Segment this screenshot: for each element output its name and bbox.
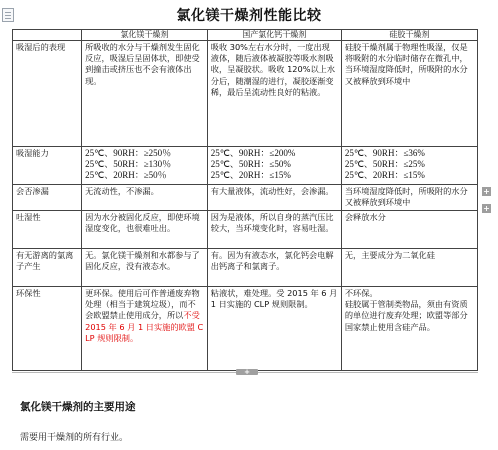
table-cell: 吸收 30%左右水分时，一度出现液体，随后液体被凝胶等吸水剂吸收，呈凝胶状。吸收 120%以上水分后，随潮湿的进行，凝胶逐渐变稀，最后呈流动性良好的粘液。: [207, 41, 341, 147]
table-header-magnesium-chloride: 氯化镁干燥剂: [82, 30, 208, 41]
page-title: 氯化镁干燥剂性能比较: [176, 8, 322, 24]
table-cell: 因为水分被固化反应，即使环境湿度变化，也很难吐出。: [82, 211, 208, 249]
table-cell: 有大量液体，流动性好，会渗漏。: [207, 185, 341, 211]
section-heading: 氯化镁干燥剂的主要用途: [20, 401, 136, 413]
table-insert-handle[interactable]: +: [236, 369, 258, 375]
table-cell: 无。氯化镁干燥剂和水都参与了固化反应，没有液态水。: [82, 249, 208, 287]
table-row: [13, 287, 478, 371]
table-resize-handle-bottom[interactable]: +: [483, 204, 490, 213]
table-cell: 有。因为有液态水，氯化钙会电解出钙离子和氯离子。: [207, 249, 341, 287]
comparison-table: [12, 29, 478, 371]
body-text: 需要用干燥剂的所有行业。: [20, 433, 129, 443]
table-cell: 所吸收的水分与干燥剂发生固化反应，吸湿后呈固体状，即使受到撞击或挤压也不会有液体出现。: [82, 41, 208, 147]
table-cell: 因为是液体，所以自身的蒸汽压比较大，当环境变化时，容易吐湿。: [207, 211, 341, 249]
row-label: 有无游离的氯离子产生: [13, 249, 82, 287]
table-row: [13, 211, 478, 249]
table-header-row: [13, 30, 478, 41]
table-cell-environment-magnesium: [82, 287, 208, 371]
environment-text: 更环保。使用后可作普通废弃物处理（相当于建筑垃圾），而不会欧盟禁止使用成分，所以: [85, 288, 200, 321]
row-label: 环保性: [13, 287, 82, 371]
table-cell: 无，主要成分为二氧化硅: [341, 249, 477, 287]
row-label: 吸湿后的表现: [13, 41, 82, 147]
table-cell: 硅胶干燥剂属于物理性吸湿，仅是将吸附的水分临时储存在微孔中，当环境湿度降低时，所吸附的水分又被释放到环境中: [341, 41, 477, 147]
table-row: [13, 147, 478, 185]
table-resize-handle-top[interactable]: +: [483, 187, 490, 196]
table-header-silica-gel: 硅胶干燥剂: [341, 30, 477, 41]
table-header-calcium-chloride: 国产氯化钙干燥剂: [207, 30, 341, 41]
row-label: 会否渗漏: [13, 185, 82, 211]
table-cell: 不环保。 硅胶属于管制类物品，须由有资质的单位进行废弃处理；欧盟等部分国家禁止使用含硅产品。: [341, 287, 477, 371]
row-label: 吸湿能力: [13, 147, 82, 185]
table-cell: 25℃、90RH：≤36% 25℃、50RH：≤25% 25℃、20RH：≤15%: [341, 147, 477, 185]
table-cell: 粘液状，难处理。受 2015 年 6 月 1 日实施的 CLP 规则限制。: [207, 287, 341, 371]
table-cell: 25℃、90RH：≤200% 25℃、50RH：≤50% 25℃、20RH：≤15%: [207, 147, 341, 185]
table-row: [13, 41, 478, 147]
comparison-table-wrap: [12, 29, 478, 369]
table-cell: 会释放水分: [341, 211, 477, 249]
table-cell: 当环境湿度降低时，所吸附的水分又被释放到环境中: [341, 185, 477, 211]
row-label: 吐湿性: [13, 211, 82, 249]
table-header-empty: [13, 30, 82, 41]
table-row: [13, 185, 478, 211]
table-cell: 无流动性，不渗漏。: [82, 185, 208, 211]
regulation-red-text: 不受 2015 年 6 月 1 日实施的欧盟 CLP 规则限制。: [85, 310, 204, 343]
table-row: [13, 249, 478, 287]
table-cell: 25℃、90RH：≥250％ 25℃、50RH：≥130％ 25℃、20RH：≥50％: [82, 147, 208, 185]
